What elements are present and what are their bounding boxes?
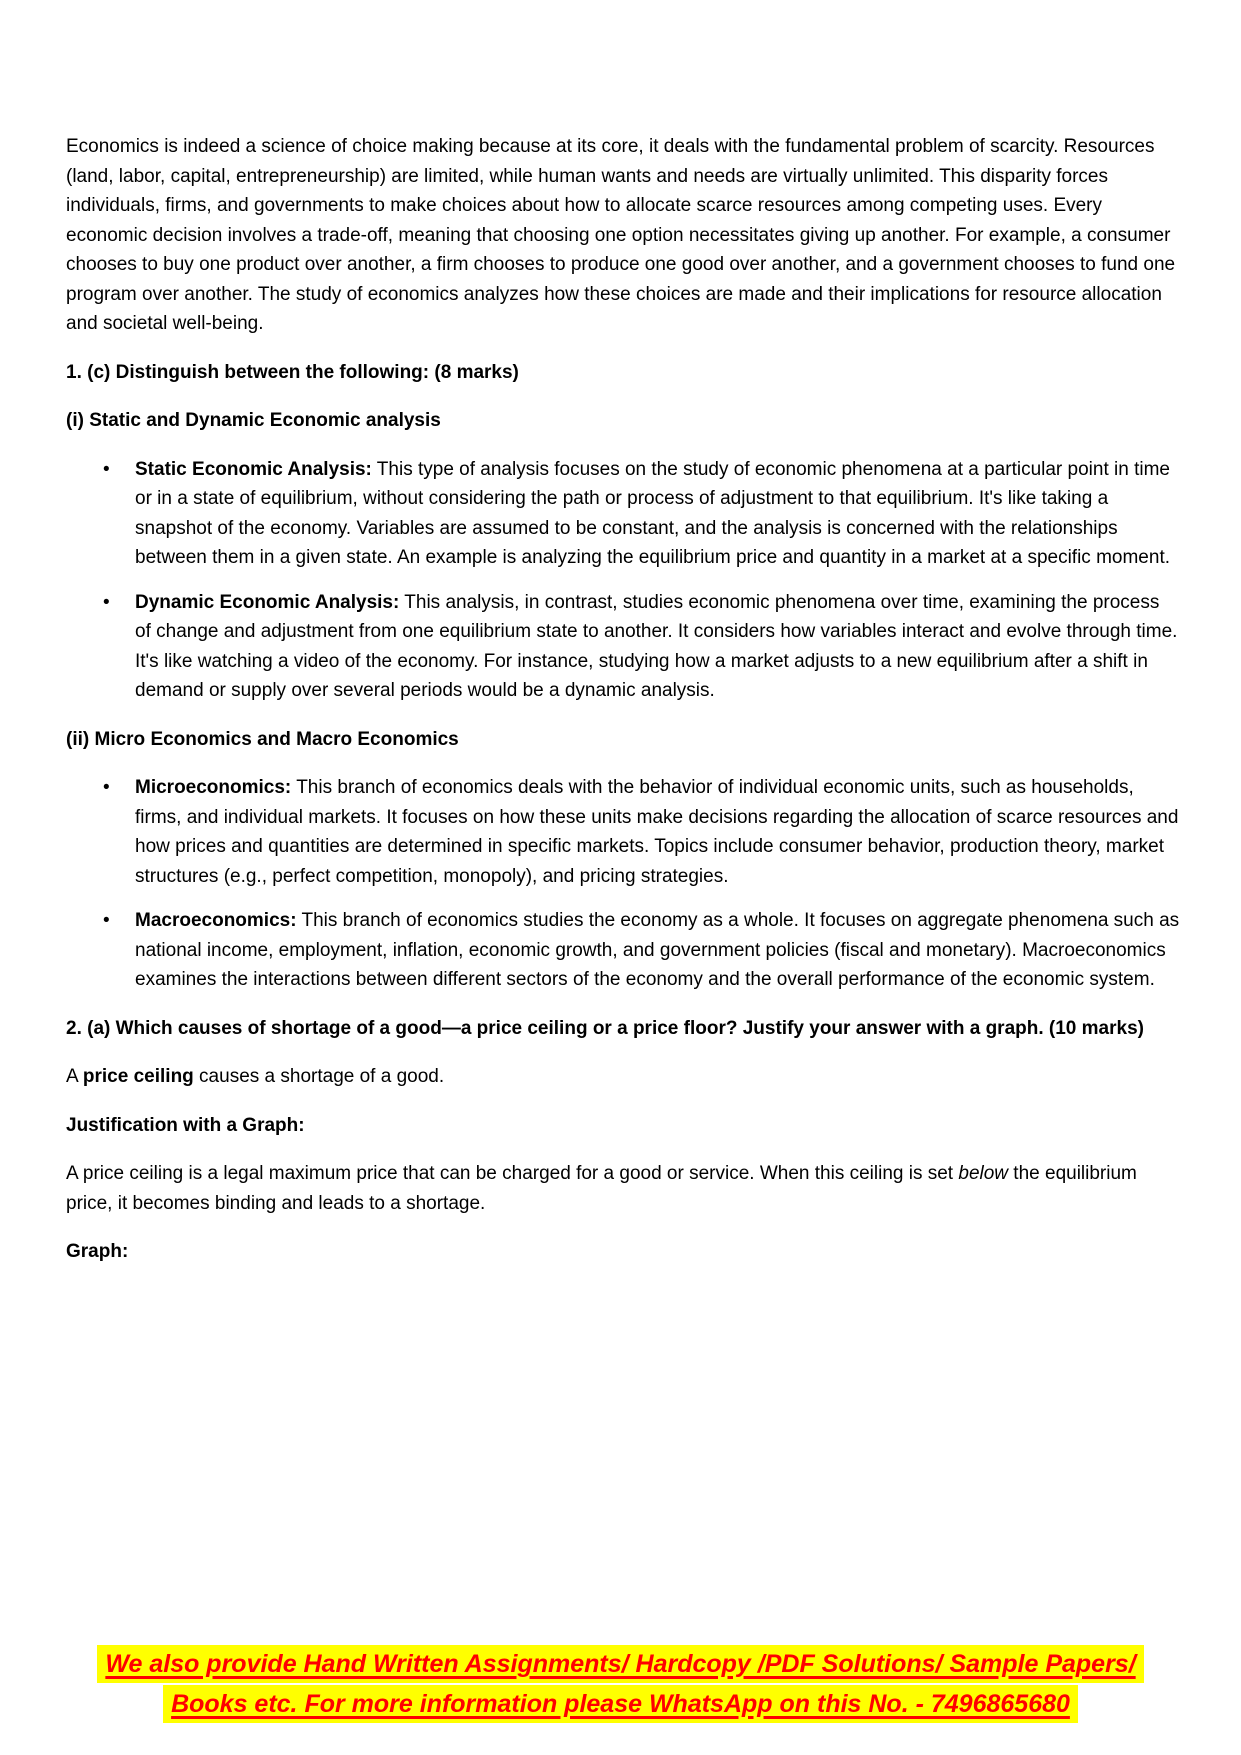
- bullet-microeconomics: [66, 773, 1180, 891]
- justification-italic-word: below: [958, 1163, 1009, 1184]
- q1-part-ii-bullet-list: [66, 773, 1180, 995]
- answer-suffix: causes a shortage of a good.: [193, 1066, 445, 1087]
- q1-part-i-subheading: (i) Static and Dynamic Economic analysis: [66, 410, 441, 431]
- promo-banner-text-2: Books etc. For more information please WhatsApp on this No. - 7496865680: [163, 1685, 1078, 1723]
- promo-banner-line-2: [0, 1685, 1241, 1723]
- q2-answer-paragraph: [66, 1062, 1180, 1092]
- intro-paragraph: Economics is indeed a science of choice making because at its core, it deals with the fundamental problem of scarcity. Resources (land, labor, capital, entrepreneurship) are limited, while human wants and needs are virtually unlimited. This disparity forces individuals, firms, and governments to make choices about how to allocate scarce resources among competing uses. Every economic decision involves a trade-off, meaning that choosing one option necessitates giving up another. For example, a consumer chooses to buy one product over another, a firm chooses to produce one good over another, and a government chooses to fund one program over another. The study of economics analyzes how these choices are made and their implications for resource allocation and societal well-being.: [66, 136, 1176, 334]
- bullet-marker-icon: •: [103, 910, 110, 931]
- bullet-marker-icon: •: [103, 777, 110, 798]
- bullet-static-analysis: [66, 455, 1180, 573]
- justification-heading: Justification with a Graph:: [66, 1114, 305, 1136]
- graph-heading: Graph:: [66, 1241, 129, 1262]
- q1-part-i-bullet-list: [66, 455, 1180, 706]
- answer-prefix: A: [66, 1066, 83, 1087]
- answer-bold-term: price ceiling: [82, 1066, 194, 1087]
- bullet-lead: Macroeconomics:: [135, 910, 297, 931]
- bullet-lead: Static Economic Analysis:: [135, 458, 372, 480]
- bullet-lead: Microeconomics:: [135, 777, 292, 798]
- justification-paragraph: [66, 1159, 1180, 1218]
- question-2a-heading: 2. (a) Which causes of shortage of a good—a price ceiling or a price floor? Justify your answer with a graph. (10 marks): [66, 1017, 1144, 1039]
- promo-banner-text-1: We also provide Hand Written Assignments/ Hardcopy /PDF Solutions/ Sample Papers/: [97, 1645, 1143, 1683]
- document-body: [66, 132, 1180, 1286]
- bullet-text: This branch of economics deals with the behavior of individual economic units, such as households, firms, and individual markets. It focuses on how these units make decisions regarding the allocation of scarce resources and how prices and quantities are determined in specific markets. Topics include consumer behavior, production theory, market structures (e.g., perfect competition, monopoly), and pricing strategies.: [135, 777, 1179, 887]
- promo-banner-line-1: [0, 1645, 1241, 1683]
- bullet-dynamic-analysis: [66, 588, 1180, 706]
- justification-suffix: the equilibrium price, it becomes binding and leads to a shortage.: [66, 1163, 1137, 1214]
- q1-part-ii-subheading: (ii) Micro Economics and Macro Economics: [66, 728, 459, 750]
- justification-prefix: A price ceiling is a legal maximum price that can be charged for a good or service. When this ceiling is set: [66, 1163, 959, 1184]
- bullet-marker-icon: •: [103, 458, 110, 480]
- bullet-text: This branch of economics studies the economy as a whole. It focuses on aggregate phenomena such as national income, employment, inflation, economic growth, and government policies (fiscal and monetary). Macroeconomics examines the interactions between different sectors of the economy and the overall performance of the economic system.: [135, 910, 1180, 990]
- bullet-lead: Dynamic Economic Analysis:: [135, 591, 400, 613]
- bullet-text: This analysis, in contrast, studies economic phenomena over time, examining the process of change and adjustment from one equilibrium state to another. It considers how variables interact and evolve through time. It's like watching a video of the economy. For instance, studying how a market adjusts to a new equilibrium after a shift in demand or supply over several periods would be a dynamic analysis.: [135, 591, 1178, 701]
- bullet-text: This type of analysis focuses on the study of economic phenomena at a particular point in time or in a state of equilibrium, without considering the path or process of adjustment to that equilibrium. It's like taking a snapshot of the economy. Variables are assumed to be constant, and the analysis is concerned with the relationships between them in a given state. An example is analyzing the equilibrium price and quantity in a market at a specific moment.: [135, 458, 1170, 568]
- question-1c-heading: 1. (c) Distinguish between the following: (8 marks): [66, 361, 519, 383]
- bullet-macroeconomics: [66, 906, 1180, 995]
- promo-banner: [0, 1645, 1241, 1725]
- bullet-marker-icon: •: [103, 591, 110, 613]
